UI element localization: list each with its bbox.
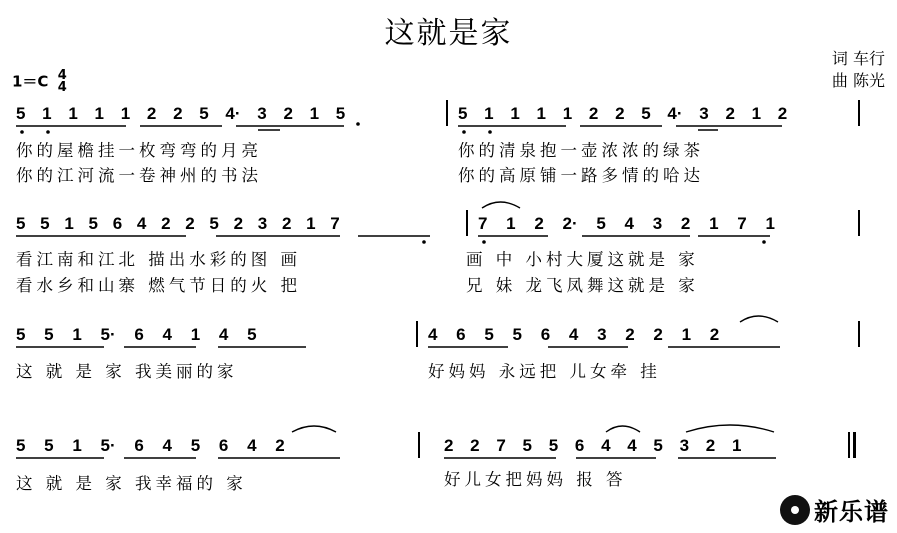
- lyric-line2-v2-right: 兄 妹 龙飞凤舞这就是 家: [466, 276, 699, 295]
- slur-arc: [606, 426, 640, 432]
- lyric-line3-right: 好妈妈 永远把 儿女牵 挂: [428, 362, 661, 381]
- lyric-line3-left: 这 就 是 家 我美丽的家: [16, 362, 238, 381]
- logo-text: 新乐谱: [814, 498, 889, 526]
- notes-line2-right: 7 1 2 2· 5 4 3 2 1 7 1: [478, 214, 775, 233]
- lyric-line4-right: 好儿女把妈妈 报 答: [444, 470, 627, 489]
- site-logo: [780, 492, 889, 527]
- notes-line1-left: 5 1 1 1 1 2 2 5 4· 3 2 1 5: [16, 104, 346, 123]
- octave-dot: [356, 122, 360, 126]
- lyric-line1-v1-right: 你的清泉抱一壶浓浓的绿茶: [458, 141, 704, 160]
- lyricist-credit: 词 车行: [831, 49, 885, 68]
- octave-dot: [462, 130, 466, 134]
- slur-arc: [292, 426, 336, 432]
- lyric-line4-left: 这 就 是 家 我幸福的 家: [16, 474, 247, 493]
- lyric-line1-v2-right: 你的高原铺一路多情的哈达: [458, 166, 704, 185]
- octave-dot: [46, 130, 50, 134]
- record-icon: [780, 495, 810, 525]
- notes-line3-left: 5 5 1 5· 6 4 1 4 5: [16, 325, 257, 344]
- octave-dot: [488, 130, 492, 134]
- octave-dot: [422, 240, 426, 244]
- lyric-line1-v2-left: 你的江河流一卷神州的书法: [16, 166, 262, 185]
- notes-line4-right: 2 2 7 5 5 6 4 4 5 3 2 1: [444, 436, 742, 455]
- notes-line4-left: 5 5 1 5· 6 4 5 6 4 2: [16, 436, 285, 455]
- time-top: 4: [57, 68, 67, 83]
- time-bottom: 4: [57, 80, 67, 95]
- lyric-line2-v1-left: 看江南和江北 描出水彩的图 画: [16, 250, 301, 269]
- lyric-line2-v2-left: 看水乡和山寨 燃气节日的火 把: [16, 276, 301, 295]
- song-title: 这就是家: [384, 16, 513, 51]
- notes-line2-left: 5 5 1 5 6 4 2 2 5 2 3 2 1 7: [16, 214, 340, 233]
- lyric-line2-v1-right: 画 中 小村大厦这就是 家: [466, 250, 699, 269]
- octave-dot: [762, 240, 766, 244]
- slur-arc: [740, 316, 778, 322]
- key-label: 1＝C: [12, 72, 49, 91]
- notes-line1-right: 5 1 1 1 1 2 2 5 4· 3 2 1 2: [458, 104, 788, 123]
- slur-arc: [686, 425, 774, 432]
- octave-dot: [482, 240, 486, 244]
- notes-line3-right: 4 6 5 5 6 4 3 2 2 1 2: [428, 325, 720, 344]
- octave-dot: [20, 130, 24, 134]
- lyric-line1-v1-left: 你的屋檐挂一枚弯弯的月亮: [16, 141, 262, 160]
- composer-credit: 曲 陈光: [831, 71, 885, 90]
- slur-arc: [482, 202, 520, 208]
